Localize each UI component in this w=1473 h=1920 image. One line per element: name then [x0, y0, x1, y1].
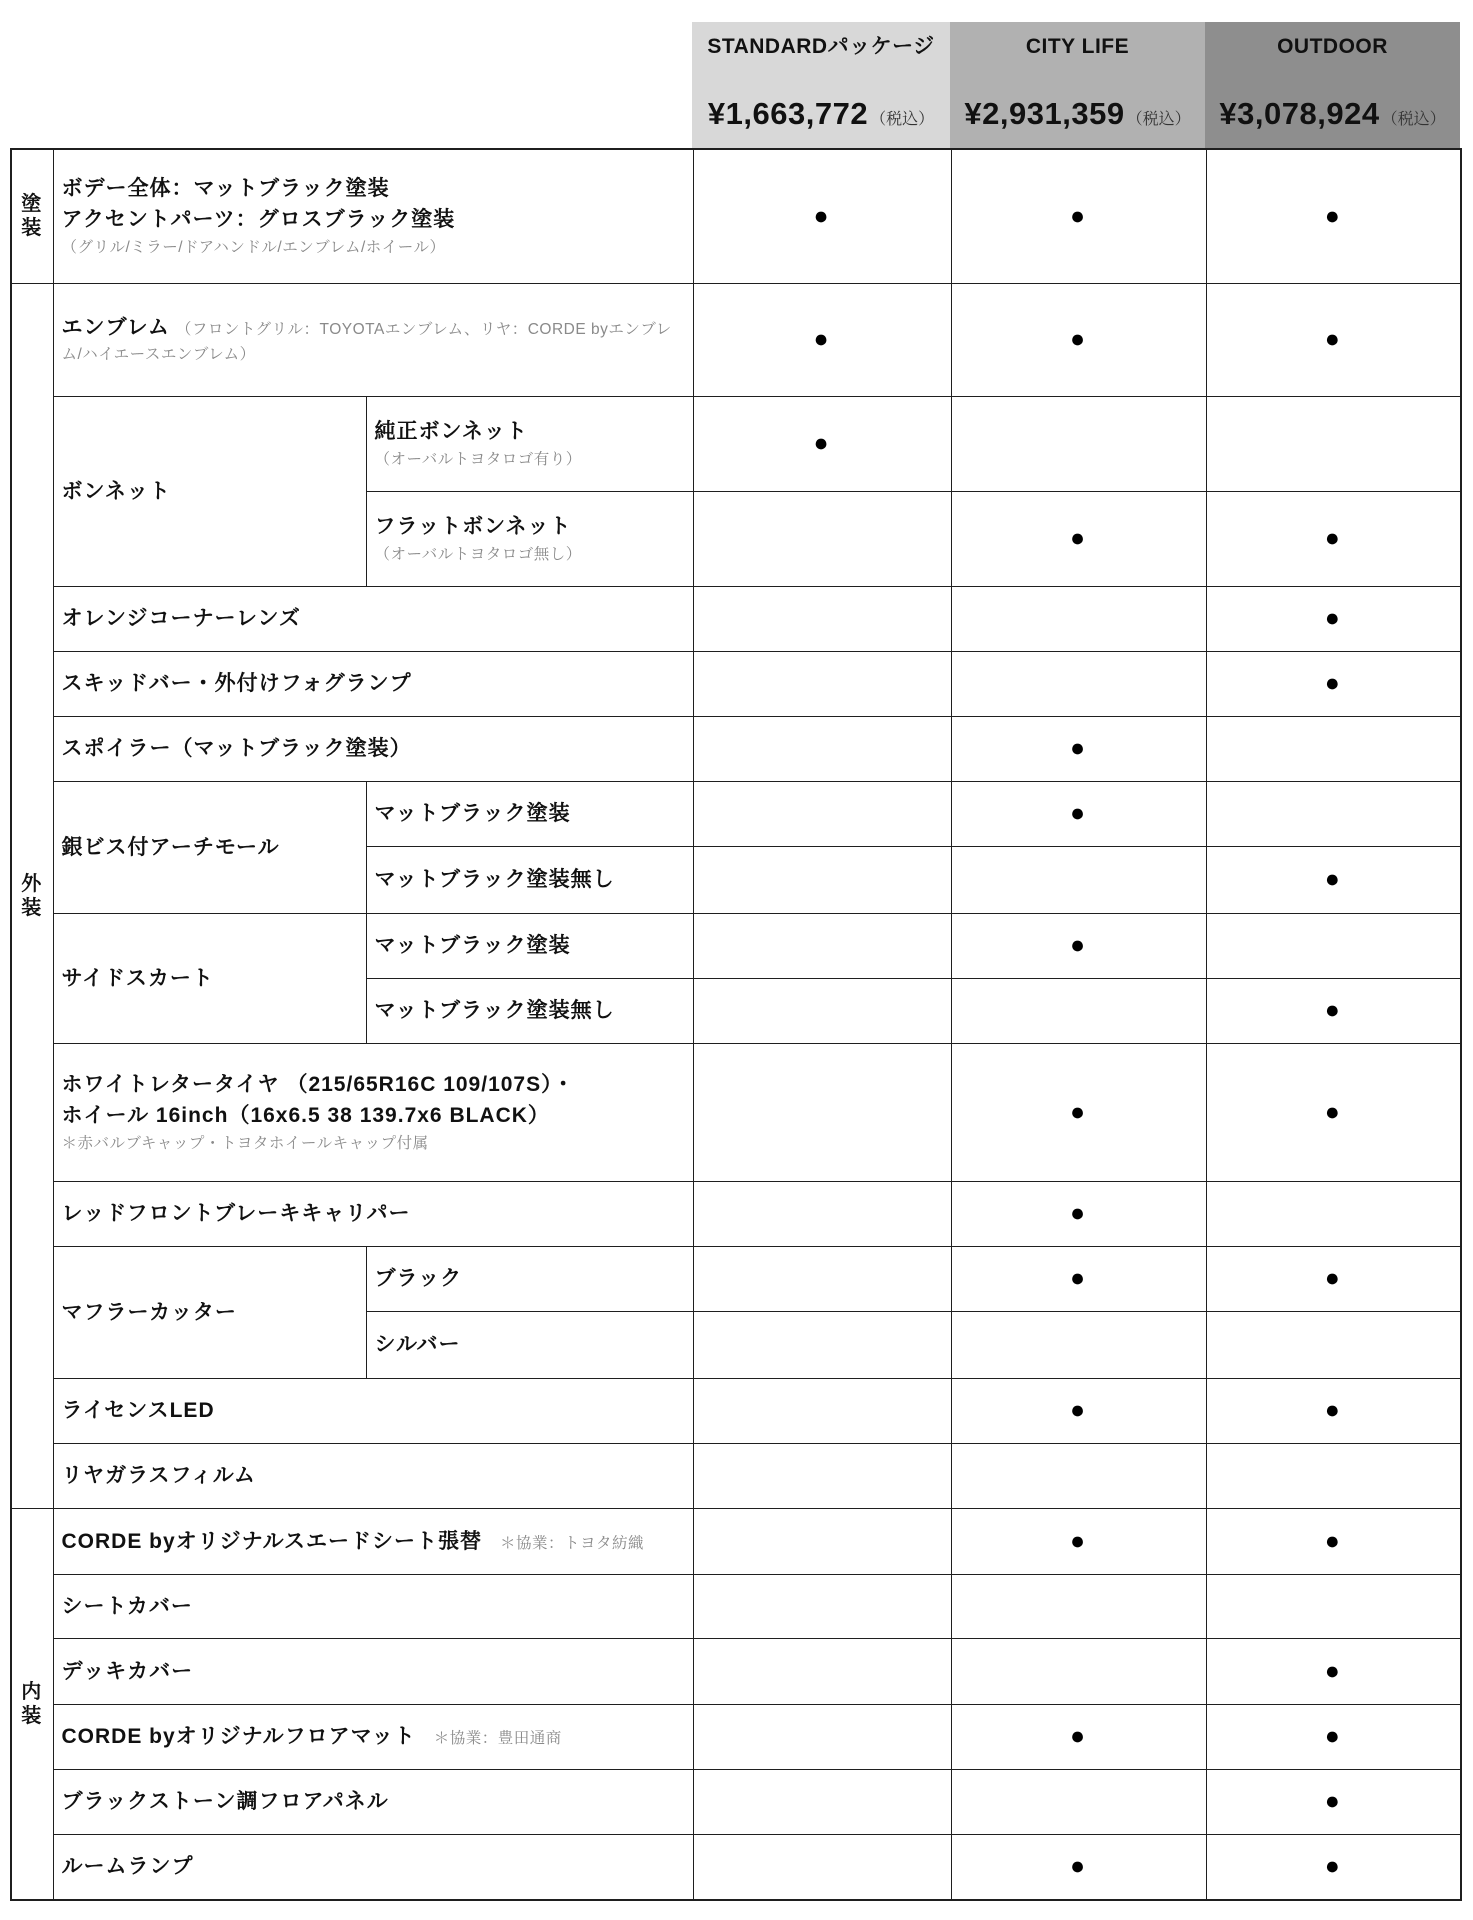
package-price-row — [964, 96, 1190, 132]
availability-cell — [693, 846, 951, 913]
availability-cell — [693, 1378, 951, 1443]
category-label-exterior: 外装 — [11, 283, 53, 1508]
availability-cell: ● — [951, 1834, 1206, 1900]
availability-cell — [1206, 1311, 1461, 1378]
availability-cell — [1206, 1181, 1461, 1246]
availability-cell — [693, 1443, 951, 1508]
availability-cell: ● — [951, 1378, 1206, 1443]
availability-cell — [693, 1834, 951, 1900]
feature-option-cell — [366, 396, 693, 491]
availability-cell: ● — [1206, 1043, 1461, 1181]
availability-cell: ● — [951, 716, 1206, 781]
availability-cell — [693, 781, 951, 846]
feature-option-cell — [366, 846, 693, 913]
feature-title: アクセントパーツ：グロスブラック塗装 — [61, 207, 456, 231]
availability-cell — [1206, 1443, 1461, 1508]
table-row — [11, 651, 1461, 716]
feature-title: レッドフロントブレーキキャリパー — [61, 1202, 411, 1225]
table-row — [11, 1574, 1461, 1638]
availability-cell — [693, 1769, 951, 1834]
feature-cell — [53, 1378, 693, 1443]
availability-cell — [951, 1311, 1206, 1378]
availability-cell: ● — [1206, 1769, 1461, 1834]
feature-title: ルームランプ — [61, 1855, 194, 1879]
availability-cell — [951, 586, 1206, 651]
feature-cell — [53, 1043, 693, 1181]
feature-cell — [53, 586, 693, 651]
table-row — [11, 716, 1461, 781]
table-row — [11, 913, 1461, 978]
availability-cell — [951, 396, 1206, 491]
feature-cell — [53, 651, 693, 716]
availability-cell: ● — [951, 913, 1206, 978]
availability-cell — [693, 1311, 951, 1378]
feature-group-title: 銀ビス付アーチモール — [61, 835, 280, 859]
table-row — [11, 586, 1461, 651]
availability-cell: ● — [693, 283, 951, 396]
feature-group-cell — [53, 913, 366, 1043]
feature-note: ＊協業：豊田通商 — [433, 1730, 562, 1747]
feature-group-title: サイドスカート — [61, 966, 214, 990]
availability-cell — [693, 651, 951, 716]
feature-cell — [53, 716, 693, 781]
feature-title: シートカバー — [61, 1594, 193, 1618]
feature-group-cell — [53, 1246, 366, 1378]
availability-cell: ● — [951, 1181, 1206, 1246]
availability-cell — [951, 1638, 1206, 1704]
table-row — [11, 1508, 1461, 1574]
availability-cell — [693, 586, 951, 651]
feature-option-cell — [366, 1246, 693, 1311]
availability-cell — [693, 1638, 951, 1704]
feature-title: フラットボンネット — [374, 514, 572, 538]
feature-note: ＊協業：トヨタ紡織 — [500, 1534, 645, 1552]
table-row — [11, 149, 1461, 283]
availability-cell: ● — [1206, 1704, 1461, 1769]
availability-cell — [1206, 396, 1461, 491]
feature-title: スキッドバー・外付けフォグランプ — [61, 672, 412, 695]
feature-cell — [53, 1574, 693, 1638]
availability-cell: ● — [1206, 978, 1461, 1043]
availability-cell — [1206, 716, 1461, 781]
availability-cell: ● — [951, 283, 1206, 396]
tax-included-note: （税込） — [870, 111, 935, 128]
availability-cell — [693, 1246, 951, 1311]
availability-cell: ● — [951, 149, 1206, 283]
feature-note: （フロントグリル：TOYOTAエンブレム、リヤ：CORDE byエンブレム/ハイエースエンブレム） — [61, 321, 672, 363]
feature-title: ブラック — [374, 1267, 463, 1290]
availability-cell: ● — [951, 781, 1206, 846]
availability-cell — [693, 1181, 951, 1246]
availability-cell: ● — [951, 1246, 1206, 1311]
availability-cell — [951, 1574, 1206, 1638]
availability-cell: ● — [1206, 1246, 1461, 1311]
feature-cell — [53, 149, 693, 283]
availability-cell — [1206, 1574, 1461, 1638]
feature-title: CORDE byオリジナルスエードシート張替 — [61, 1529, 482, 1553]
table-row — [11, 781, 1461, 846]
availability-cell — [693, 716, 951, 781]
category-label-interior: 内装 — [11, 1508, 53, 1900]
feature-title: スポイラー（マットブラック塗装） — [61, 737, 412, 760]
feature-title: マットブラック塗装 — [374, 934, 571, 957]
availability-cell — [693, 1574, 951, 1638]
feature-title: CORDE byオリジナルフロアマット — [61, 1725, 416, 1748]
feature-title: エンブレム — [61, 316, 170, 339]
feature-option-cell — [366, 1311, 693, 1378]
availability-cell: ● — [1206, 1834, 1461, 1900]
table-row — [11, 1246, 1461, 1311]
feature-title: シルバー — [374, 1333, 461, 1356]
availability-cell — [693, 1704, 951, 1769]
feature-title: リヤガラスフィルム — [61, 1464, 256, 1487]
tax-included-note: （税込） — [1381, 111, 1446, 128]
package-price: ¥3,078,924 — [1219, 96, 1380, 131]
package-header-standard — [692, 22, 950, 148]
table-row — [11, 1378, 1461, 1443]
availability-cell: ● — [1206, 491, 1461, 586]
feature-title: ライセンスLED — [61, 1399, 215, 1422]
feature-title: オレンジコーナーレンズ — [61, 607, 301, 630]
availability-cell: ● — [951, 1043, 1206, 1181]
package-price: ¥1,663,772 — [707, 96, 869, 131]
availability-cell: ● — [693, 149, 951, 283]
availability-cell — [693, 978, 951, 1043]
feature-group-title: ボンネット — [61, 479, 171, 503]
feature-cell — [53, 1443, 693, 1508]
feature-title: ホワイトレタータイヤ （215/65R16C 109/107S）・ — [61, 1072, 575, 1096]
feature-cell — [53, 1508, 693, 1574]
availability-cell — [951, 1443, 1206, 1508]
availability-cell: ● — [1206, 586, 1461, 651]
package-price-row — [708, 96, 934, 132]
availability-cell: ● — [693, 396, 951, 491]
package-price: ¥2,931,359 — [964, 96, 1125, 131]
availability-cell: ● — [1206, 283, 1461, 396]
table-row — [11, 1443, 1461, 1508]
tax-included-note: （税込） — [1126, 111, 1191, 128]
availability-cell: ● — [951, 1704, 1206, 1769]
availability-cell — [693, 1508, 951, 1574]
package-price-row — [1219, 96, 1445, 132]
availability-cell: ● — [1206, 1378, 1461, 1443]
feature-title: ホイール 16inch（16x6.5 38 139.7x6 BLACK） — [61, 1103, 550, 1127]
availability-cell — [951, 1769, 1206, 1834]
table-row — [11, 1769, 1461, 1834]
feature-title: マットブラック塗装 — [374, 802, 571, 825]
table-row — [11, 1704, 1461, 1769]
feature-title: マットブラック塗装無し — [374, 868, 615, 891]
availability-cell — [693, 913, 951, 978]
feature-title: ブラックストーン調フロアパネル — [61, 1790, 389, 1813]
availability-cell: ● — [1206, 1508, 1461, 1574]
feature-title: 純正ボンネット — [374, 419, 528, 443]
table-row — [11, 396, 1461, 491]
feature-note: （オーバルトヨタロゴ有り） — [374, 450, 582, 468]
feature-note: （グリル/ミラー/ドアハンドル/エンブレム/ホイール） — [61, 238, 446, 256]
feature-cell — [53, 1638, 693, 1704]
feature-cell — [53, 1834, 693, 1900]
table-row — [11, 1043, 1461, 1181]
package-name: OUTDOOR — [1277, 35, 1388, 58]
availability-cell: ● — [1206, 651, 1461, 716]
availability-cell: ● — [1206, 846, 1461, 913]
availability-cell — [693, 491, 951, 586]
availability-cell — [1206, 913, 1461, 978]
package-header-outdoor — [1205, 22, 1460, 148]
feature-note: （オーバルトヨタロゴ無し） — [374, 545, 582, 563]
spec-table — [10, 148, 1462, 1901]
feature-cell — [53, 1704, 693, 1769]
availability-cell: ● — [1206, 149, 1461, 283]
feature-group-title: マフラーカッター — [61, 1300, 237, 1324]
availability-cell — [951, 846, 1206, 913]
feature-note: ＊赤バルブキャップ・トヨタホイールキャップ付属 — [61, 1134, 429, 1152]
table-row — [11, 283, 1461, 396]
availability-cell — [951, 978, 1206, 1043]
feature-group-cell — [53, 396, 366, 586]
availability-cell — [1206, 781, 1461, 846]
availability-cell — [693, 1043, 951, 1181]
feature-title: マットブラック塗装無し — [374, 999, 615, 1022]
package-name: CITY LIFE — [1025, 35, 1130, 58]
feature-title: デッキカバー — [61, 1659, 194, 1683]
availability-cell: ● — [951, 491, 1206, 586]
feature-option-cell — [366, 913, 693, 978]
feature-cell — [53, 283, 693, 396]
feature-cell — [53, 1769, 693, 1834]
table-row — [11, 1638, 1461, 1704]
category-label-paint: 塗装 — [11, 149, 53, 283]
feature-option-cell — [366, 978, 693, 1043]
package-name: STANDARDパッケージ — [707, 35, 935, 58]
availability-cell: ● — [1206, 1638, 1461, 1704]
table-row — [11, 1181, 1461, 1246]
package-header-citylife — [950, 22, 1205, 148]
feature-option-cell — [366, 781, 693, 846]
availability-cell: ● — [951, 1508, 1206, 1574]
table-row — [11, 1834, 1461, 1900]
feature-cell — [53, 1181, 693, 1246]
feature-option-cell — [366, 491, 693, 586]
availability-cell — [951, 651, 1206, 716]
feature-group-cell — [53, 781, 366, 913]
feature-title: ボデー全体：マットブラック塗装 — [61, 176, 390, 200]
